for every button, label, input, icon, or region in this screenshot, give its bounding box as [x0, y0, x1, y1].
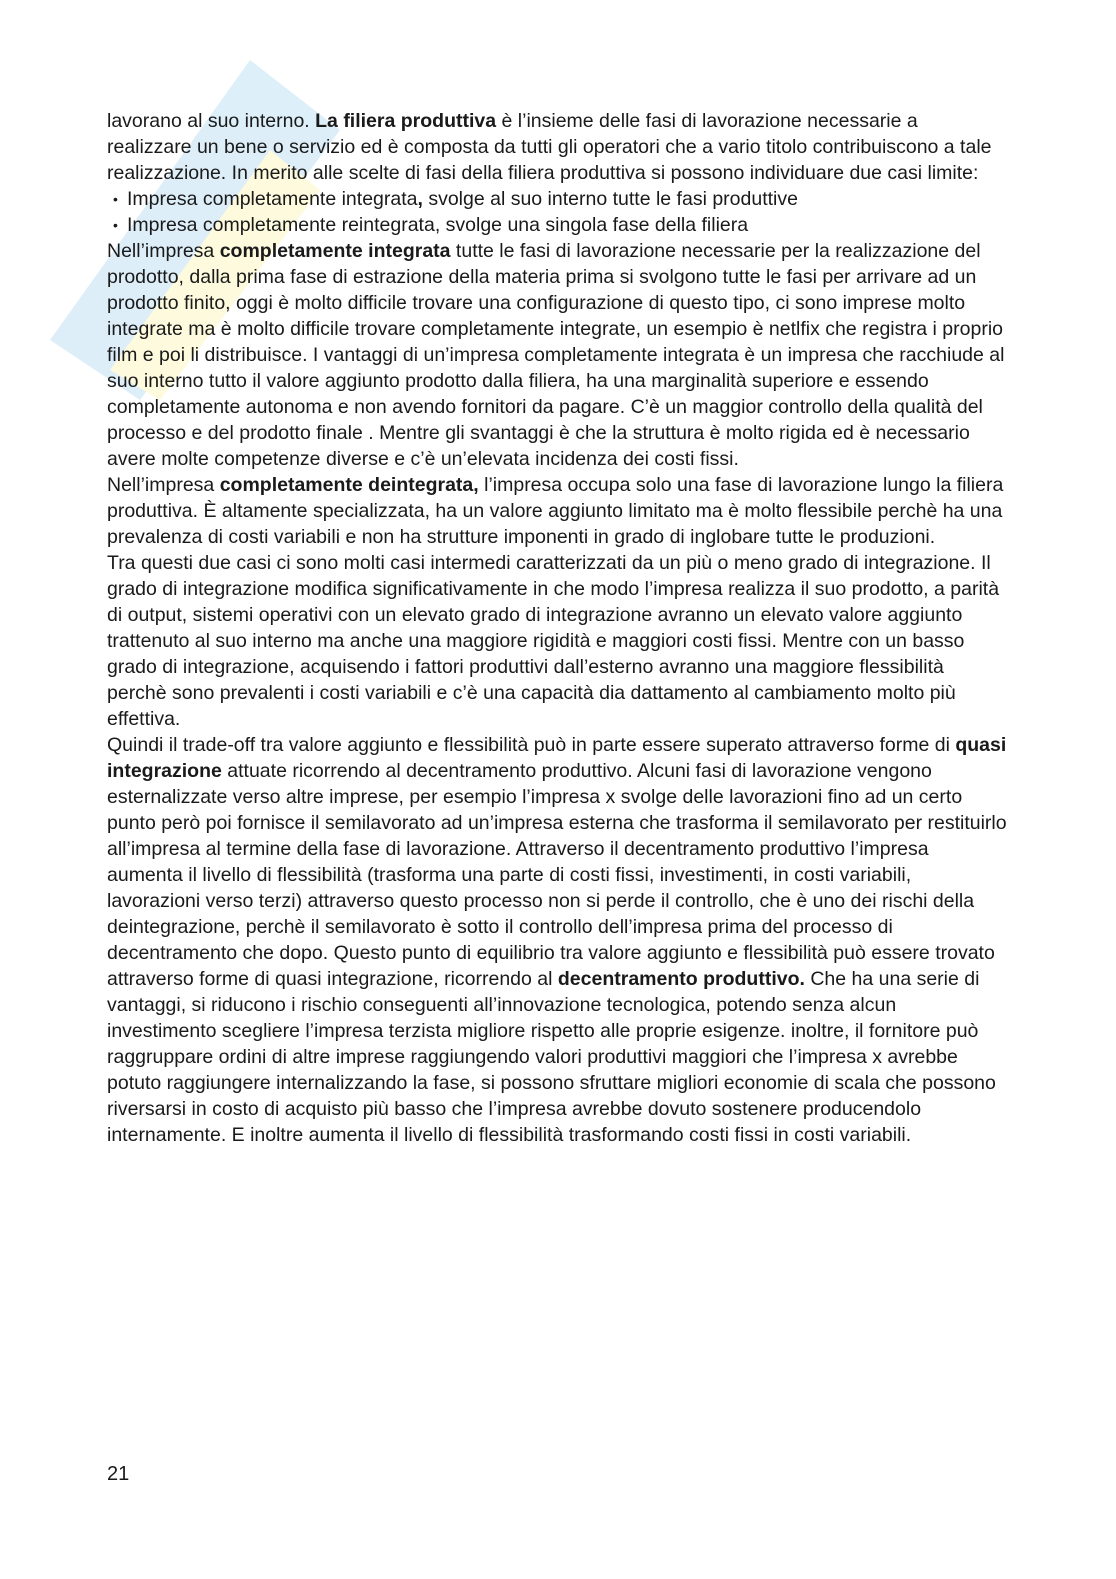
list-item: [113, 212, 1007, 238]
bold-term: quasi integrazione: [107, 734, 1007, 782]
text-run: Nell’impresa: [107, 240, 220, 262]
text-run: svolge al suo interno tutte le fasi produttive: [422, 188, 798, 210]
paragraph-filiera: [107, 108, 1007, 186]
text-run: l’impresa occupa solo una fase di lavorazione lungo la filiera produttiva. È altamente specializzata, ha un valore aggiunto limitato ma è molto flessibile perchè ha una prevalenza di costi variabili e non ha strutture imponenti in grado di inglobare tutte le produzioni.: [107, 474, 1004, 548]
text-run: Impresa completamente integrata: [127, 188, 418, 210]
page-content: [107, 108, 1007, 1148]
text-run: è l’insieme delle fasi di lavorazione necessarie a realizzare un bene o servizio ed è composta da tutti gli operatori che a vario titolo contribuiscono a tale realizzazione. In merito alle scelte di fasi della filiera produttiva si possono individuare due casi limite:: [107, 110, 992, 184]
text-run: lavorano al suo interno.: [107, 110, 316, 132]
paragraph-integrata: [107, 238, 1007, 472]
bold-term: ,: [417, 188, 423, 210]
list-item: [113, 186, 1007, 212]
paragraph-deintegrata: [107, 472, 1007, 550]
text-run: tutte le fasi di lavorazione necessarie per la realizzazione del prodotto, dalla prima fase di estrazione della materia prima si svolgono tutte le fasi per arrivare ad un prodotto finito, oggi è molto difficile trovare una configurazione di questo tipo, ci sono imprese molto integrate ma è molto difficile trovare completamente integrate, un esempio è netlfix che registra i proprio film e poi li distribuisce. I vantaggi di un’impresa completamente integrata è un impresa che racchiude al suo interno tutto il valore aggiunto prodotto dalla filiera, ha una marginalità superiore e essendo completamente autonoma e non avendo fornitori da pagare. C’è un maggior controllo della qualità del processo e del prodotto finale . Mentre gli svantaggi è che la struttura è molto rigida ed è necessario avere molte competenze diverse e c’è un’elevata incidenza dei costi fissi.: [107, 240, 1005, 470]
text-run: Quindi il trade-off tra valore aggiunto e flessibilità può in parte essere superato attraverso forme di: [107, 734, 956, 756]
bold-term: completamente deintegrata,: [219, 474, 479, 496]
bold-term: decentramento produttivo.: [557, 968, 805, 990]
page-number: 21: [107, 1463, 130, 1485]
text-run: Che ha una serie di vantaggi, si riducono i rischio conseguenti all’innovazione tecnologica, potendo senza alcun investimento scegliere l’impresa terzista migliore rispetto alle proprie esigenze. inoltre, il fornitore può raggruppare ordini di altre imprese raggiungendo valori produttivi maggiori che l’impresa x avrebbe potuto raggiungere internalizzando la fase, si possono sfruttare migliori economie di scala che possono riversarsi in costo di acquisto più basso che l’impresa avrebbe dovuto sostenere producendolo internamente. E inoltre aumenta il livello di flessibilità trasformando costi fissi in costi variabili.: [107, 968, 996, 1146]
text-run: attuate ricorrendo al decentramento produttivo. Alcuni fasi di lavorazione vengono esternalizzate verso altre imprese, per esempio l’impresa x svolge delle lavorazioni fino ad un certo punto però poi fornisce il semilavorato ad un’impresa esterna che trasforma il semilavorato per restituirlo all’impresa al termine della fase di lavorazione. Attraverso il decentramento produttivo l’impresa aumenta il livello di flessibilità (trasforma una parte di costi fissi, investimenti, in costi variabili, lavorazioni verso terzi) attraverso questo processo non si perde il controllo, che è uno dei rischi della deintegrazione, perchè il semilavorato è sotto il controllo dell’impresa prima del processo di decentramento che dopo. Questo punto di equilibrio tra valore aggiunto e flessibilità può essere trovato attraverso forme di quasi integrazione, ricorrendo al: [107, 760, 1007, 990]
bullet-list: [107, 186, 1007, 238]
paragraph-quasi-integrazione: [107, 732, 1007, 1148]
text-run: Nell’impresa: [107, 474, 220, 496]
bold-term: completamente integrata: [219, 240, 451, 262]
bold-term: La filiera produttiva: [315, 110, 497, 132]
text-run: Impresa completamente reintegrata, svolge una singola fase della filiera: [127, 214, 749, 236]
paragraph-casi-intermedi: Tra questi due casi ci sono molti casi intermedi caratterizzati da un più o meno grado di integrazione. Il grado di integrazione modifica significativamente in che modo l’impresa realizza il suo prodotto, a parità di output, sistemi operativi con un elevato grado di integrazione avranno un elevato valore aggiunto trattenuto al suo interno ma anche una maggiore rigidità e maggiori costi fissi. Mentre con un basso grado di integrazione, acquisendo i fattori produttivi dall’esterno avranno una maggiore flessibilità perchè sono prevalenti i costi variabili e c’è una capacità dia dattamento al cambiamento molto più effettiva.: [107, 552, 1000, 730]
